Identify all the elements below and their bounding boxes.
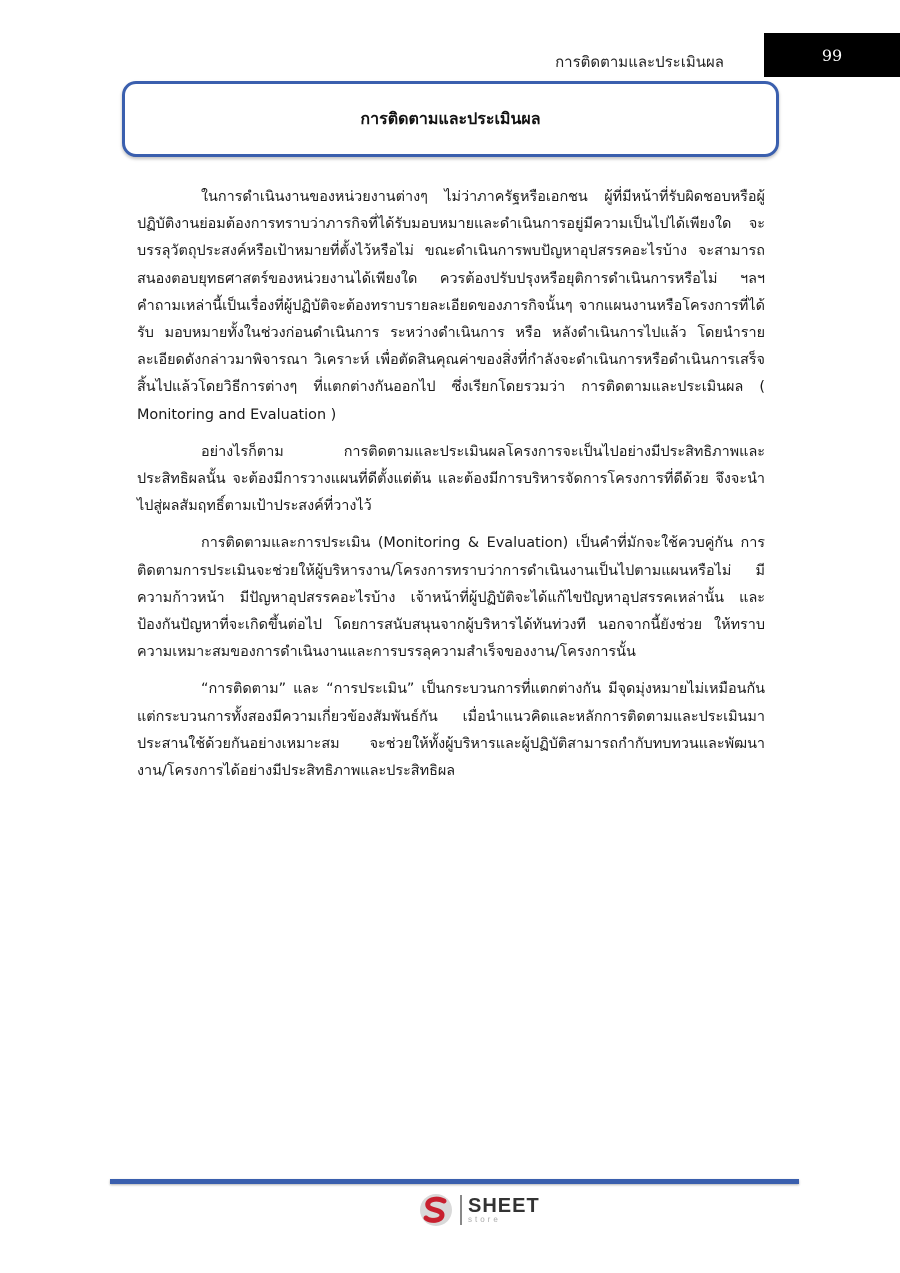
paragraph-2: อย่างไรก็ตาม การติดตามและประเมินผลโครงการจะเป็นไปอย่างมีประสิทธิภาพและประสิทธิผลนั้น จะต้องมีการวางแผนที่ดีตั้งแต่ต้น และต้องมีการบริหารจัดการโครงการที่ดีด้วย จึงจะนำไปสู่ผลสัมฤทธิ์ตามเป้าประสงค์ที่วางไว้ [137, 443, 765, 515]
section-title: การติดตามและประเมินผล [360, 108, 541, 128]
paragraph-3: การติดตามและการประเมิน (Monitoring & Evaluation) เป็นคำที่มักจะใช้ควบคู่กัน การติดตามการประเมินจะช่วยให้ผู้บริหารงาน/โครงการทราบว่าการดำเนินงานเป็นไปตามแผนหรือไม่ มีความก้าวหน้า มีปัญหาอุปสรรคอะไรบ้าง เจ้าหน้าที่ผู้ปฏิบัติจะได้แก้ไขปัญหาอุปสรรคเหล่านั้น และป้องกันปัญหาที่จะเกิดขึ้นต่อไป โดยการสนับสนุนจากผู้บริหารได้ทันท่วงที นอกจากนี้ยังช่วย ให้ทราบความเหมาะสมของการดำเนินงานและการบรรลุความสำเร็จของงาน/โครงการนั้น [137, 535, 765, 661]
section-title-box [122, 81, 779, 157]
sheetstore-logo [418, 1193, 540, 1227]
paragraph-4: “การติดตาม” และ “การประเมิน” เป็นกระบวนการที่แตกต่างกัน มีจุดมุ่งหมายไม่เหมือนกัน แต่กระบวนการทั้งสองมีความเกี่ยวข้องสัมพันธ์กัน เมื่อนำแนวคิดและหลักการติดตามและประเมินมาประสานใช้ด้วยกันอย่างเหมาะสม จะช่วยให้ทั้งผู้บริหารและผู้ปฏิบัติสามารถกำกับทบทวนและพัฒนางาน/โครงการได้อย่างมีประสิทธิภาพและประสิทธิผล [137, 681, 765, 780]
page-number-box [764, 33, 900, 77]
logo-separator [460, 1195, 462, 1225]
body-text [137, 184, 765, 795]
footer-divider [110, 1179, 799, 1184]
sheetstore-s-icon [418, 1193, 454, 1227]
logo-sub-text: store [468, 1215, 501, 1224]
paragraph-1: ในการดำเนินงานของหน่วยงานต่างๆ ไม่ว่าภาครัฐหรือเอกชน ผู้ที่มีหน้าที่รับผิดชอบหรือผู้ปฏิบัติงานย่อมต้องการทราบว่าภารกิจที่ได้รับมอบหมายและดำเนินการอยู่มีความเป็นไปได้เพียงใด จะบรรลุวัตถุประสงค์หรือเป้าหมายที่ตั้งไว้หรือไม่ ขณะดำเนินการพบปัญหาอุปสรรคอะไรบ้าง จะสามารถสนองตอบยุทธศาสตร์ของหน่วยงานได้เพียงใด ควรต้องปรับปรุงหรือยุติการดำเนินการหรือไม่ ฯลฯ คำถามเหล่านี้เป็นเรื่องที่ผู้ปฏิบัติจะต้องทราบรายละเอียดของภารกิจนั้นๆ จากแผนงานหรือโครงการที่ได้รับ มอบหมายทั้งในช่วงก่อนดำเนินการ ระหว่างดำเนินการ หรือ หลังดำเนินการไปแล้ว โดยนำรายละเอียดดังกล่าวมาพิจารณา วิเคราะห์ เพื่อตัดสินคุณค่าของสิ่งที่กำลังจะดำเนินการหรือดำเนินการเสร็จสิ้นไปแล้วโดยวิธีการต่างๆ ที่แตกต่างกันออกไป ซึ่งเรียกโดยรวมว่า การติดตามและประเมินผล ( Monitoring and Evaluation ) [137, 189, 765, 423]
logo-wordmark [468, 1196, 540, 1224]
logo-main-text: SHEET [468, 1195, 540, 1217]
page-number: 99 [821, 45, 843, 65]
running-header-title: การติดตามและประเมินผล [555, 53, 724, 71]
